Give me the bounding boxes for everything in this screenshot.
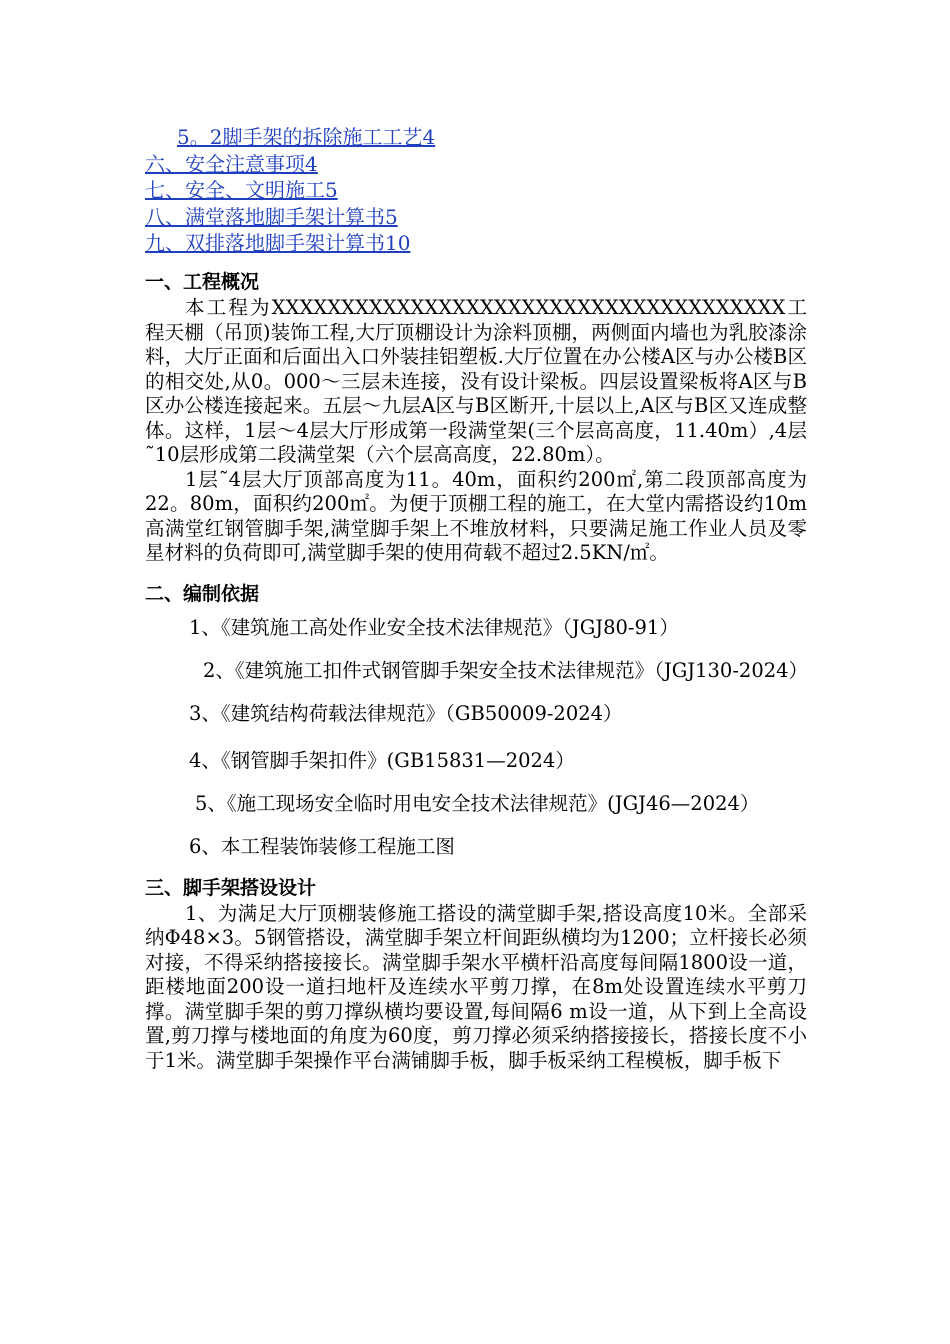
overview-paragraph-2: 1层˜4层大厅顶部高度为11。40m，面积约200㎡,第二段顶部高度为22。80m，面积约200㎡。为便于顶棚工程的施工，在大堂内需搭设约10m高满堂红钢管脚手架,满堂脚手架上不堆放材料，只要满足施工作业人员及零星材料的负荷即可,满堂脚手架的使用荷载不超过2.5KN/㎡。 — [145, 467, 807, 564]
reference-item: 2、《建筑施工扣件式钢管脚手架安全技术法律规范》（JGJ130-2024） — [203, 659, 809, 682]
overview-paragraph-1: 本工程为XXXXXXXXXXXXXXXXXXXXXXXXXXXXXXXXXXXXX工程天棚（吊顶)装饰工程,大厅顶棚设计为涂料顶棚，两侧面内墙也为乳胶漆涂料，大厅正面和后面出入口外装挂铝塑板.大厅位置在办公楼A区与办公楼B区的相交处,从0。000～三层未连接，没有设计梁板。四层设置梁板将A区与B区办公楼连接起来。五层～九层A区与B区断开,十层以上,A区与B区又连成整体。这样，1层～4层大厅形成第一段满堂架(三个层高高度，11.40m）,4层˜10层形成第二段满堂架（六个层高高度，22.80m）。 — [145, 296, 807, 466]
document-body — [145, 268, 807, 1073]
section-heading-basis: 二、编制依据 — [145, 582, 260, 605]
reference-item: 5、《施工现场安全临时用电安全技术法律规范》(JGJ46—2024） — [195, 792, 760, 815]
toc-link-9[interactable]: 九、双排落地脚手架计算书10 — [145, 231, 411, 255]
section-heading-overview: 一、工程概况 — [145, 271, 260, 293]
reference-item: 6、本工程装饰装修工程施工图 — [189, 835, 455, 858]
spacer — [145, 640, 807, 654]
toc-link-8[interactable]: 八、满堂落地脚手架计算书5 — [145, 204, 398, 229]
spacer — [145, 727, 807, 749]
reference-item: 1、《建筑施工高处作业安全技术法律规范》（JGJ80-91） — [189, 615, 679, 639]
spacer — [145, 566, 807, 580]
spacer — [145, 821, 807, 835]
reference-list — [145, 616, 807, 860]
toc-link-5-2[interactable]: 5。2脚手架的拆除施工工艺4 — [177, 125, 436, 149]
spacer — [145, 773, 807, 787]
table-of-contents — [145, 124, 845, 257]
spacer — [145, 860, 807, 874]
spacer — [145, 688, 807, 702]
reference-item: 4、《钢管脚手架扣件》(GB15831—2024） — [189, 748, 575, 772]
section-heading-design: 三、脚手架搭设设计 — [145, 876, 317, 899]
reference-item: 3、《建筑结构荷载法律规范》（GB50009-2024） — [189, 702, 623, 725]
design-paragraph: 1、为满足大厅顶棚装修施工搭设的满堂脚手架,搭设高度10米。全部采纳Φ48×3。5钢管搭设，满堂脚手架立杆间距纵横均为1200；立杆接长必须对接，不得采纳搭接接长。满堂脚手架水平横杆沿高度每间隔1800设一道，距楼地面200设一道扫地杆及连续水平剪刀撑，在8m处设置连续水平剪刀撑。满堂脚手架的剪刀撑纵横均要设置,每间隔6 m设一道，从下到上全高设置,剪刀撑与楼地面的角度为60度，剪刀撑必须采纳搭接接长，搭接长度不小于1米。满堂脚手架操作平台满铺脚手板，脚手板采纳工程模板，脚手板下 — [145, 901, 807, 1072]
toc-link-7[interactable]: 七、安全、文明施工5 — [145, 178, 338, 202]
toc-link-6[interactable]: 六、安全注意事项4 — [145, 151, 318, 176]
